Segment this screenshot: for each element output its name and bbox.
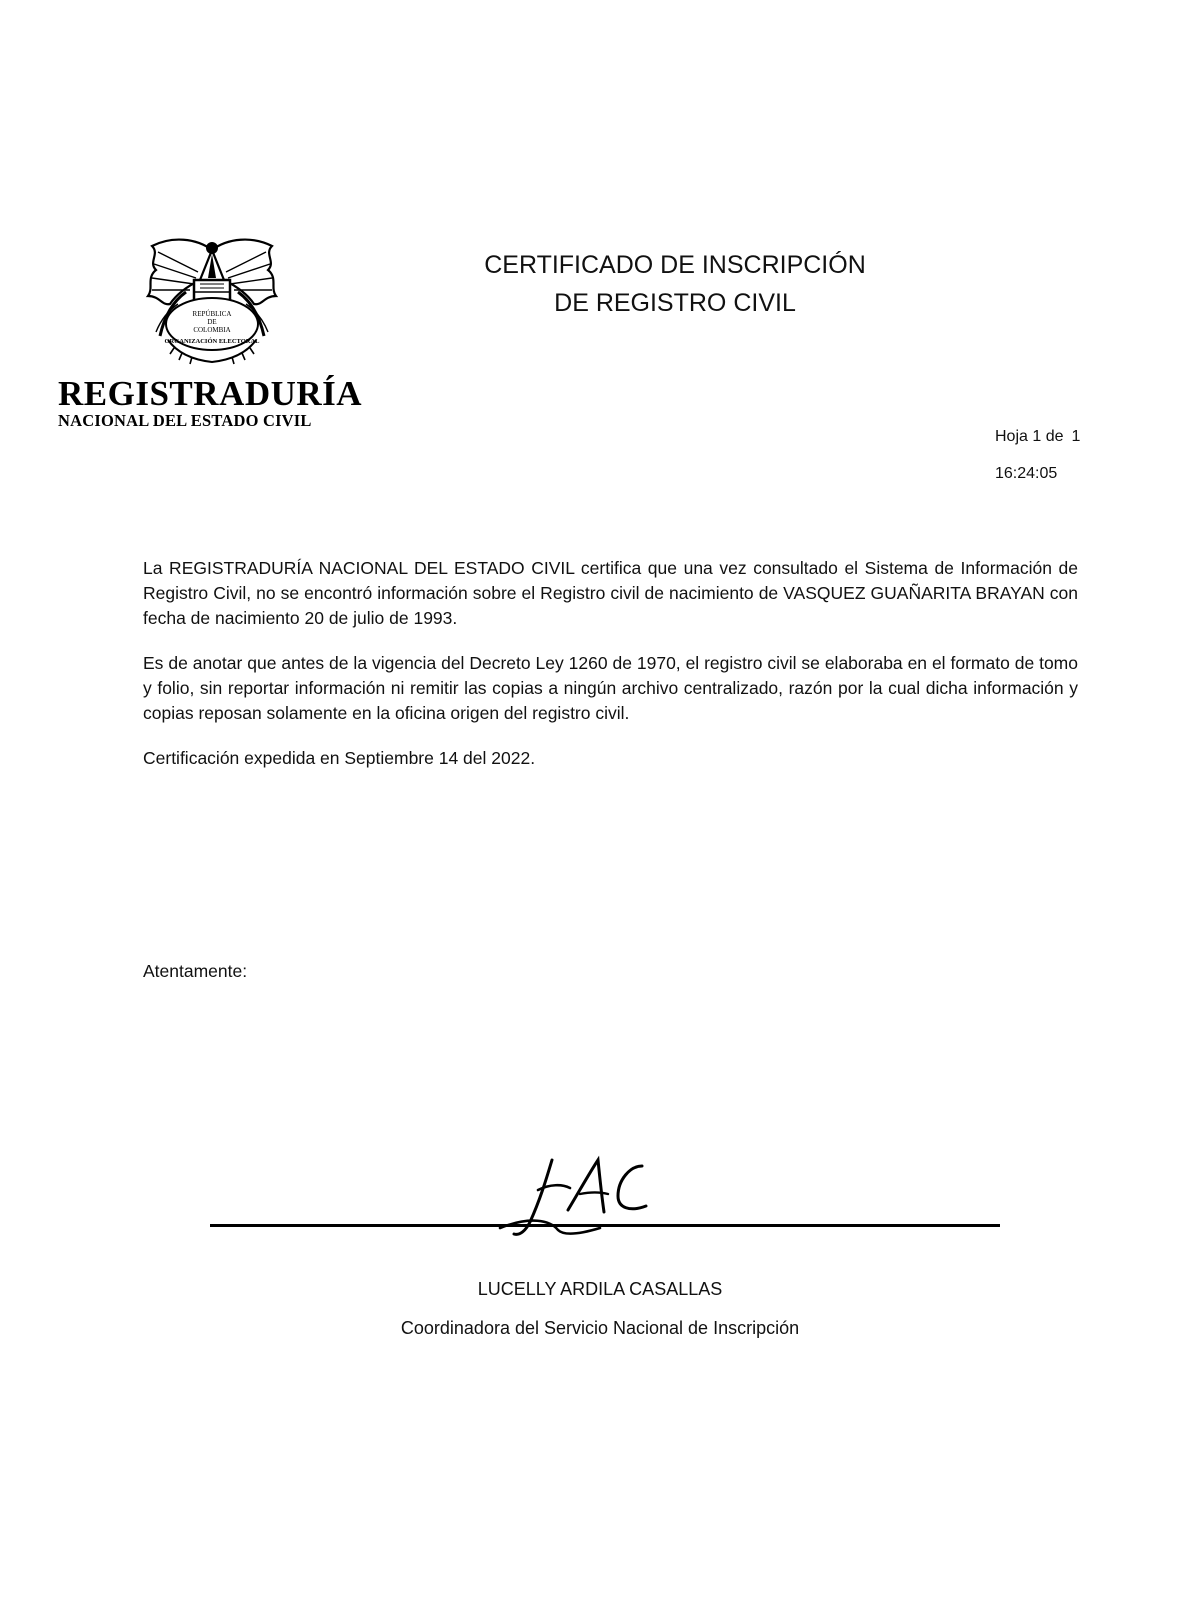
signer-role: Coordinadora del Servicio Nacional de Inscripción (400, 1318, 800, 1338)
coat-of-arms-seal-icon (138, 232, 286, 372)
sheet-label: Hoja 1 de (995, 428, 1064, 445)
issue-time: 16:24:05 (995, 465, 1058, 482)
sheet-total: 1 (1071, 428, 1081, 445)
document-title (440, 246, 910, 322)
certificate-body (143, 556, 1078, 791)
title-line-1: CERTIFICADO DE INSCRIPCIÓN (484, 251, 866, 279)
sheet-number (995, 428, 1080, 446)
decree-note-paragraph: Es de anotar que antes de la vigencia del Decreto Ley 1260 de 1970, el registro civil se elaboraba en el formato de tomo y folio, sin reportar información ni remitir las copias a ningún archivo centralizado, razón por la cual dicha información y copias reposan solamente en la oficina origen del registro civil. (143, 653, 1078, 723)
svg-text:COLOMBIA: COLOMBIA (193, 326, 231, 334)
svg-text:ORGANIZACIÓN ELECTORAL: ORGANIZACIÓN ELECTORAL (164, 338, 260, 345)
logo-subtitle: NACIONAL DEL ESTADO CIVIL (58, 411, 312, 430)
svg-text:REPÚBLICA: REPÚBLICA (192, 310, 232, 318)
signer-name: LUCELLY ARDILA CASALLAS (477, 1279, 723, 1299)
closing-salutation: Atentamente: (143, 961, 248, 981)
logo-wordmark: REGISTRADURÍA (58, 374, 363, 413)
signature-line (210, 1224, 1000, 1227)
certification-paragraph: La REGISTRADURÍA NACIONAL DEL ESTADO CIVIL certifica que una vez consultado el Sistema de Información de Registro Civil, no se encontró información sobre el Registro civil de nacimiento de VASQUEZ GUAÑARITA BRAYAN con fecha de nacimiento 20 de julio de 1993. (143, 558, 1078, 628)
svg-text:DE: DE (207, 318, 217, 326)
title-line-2: DE REGISTRO CIVIL (554, 289, 796, 317)
issue-date-paragraph: Certificación expedida en Septiembre 14 del 2022. (143, 748, 536, 768)
